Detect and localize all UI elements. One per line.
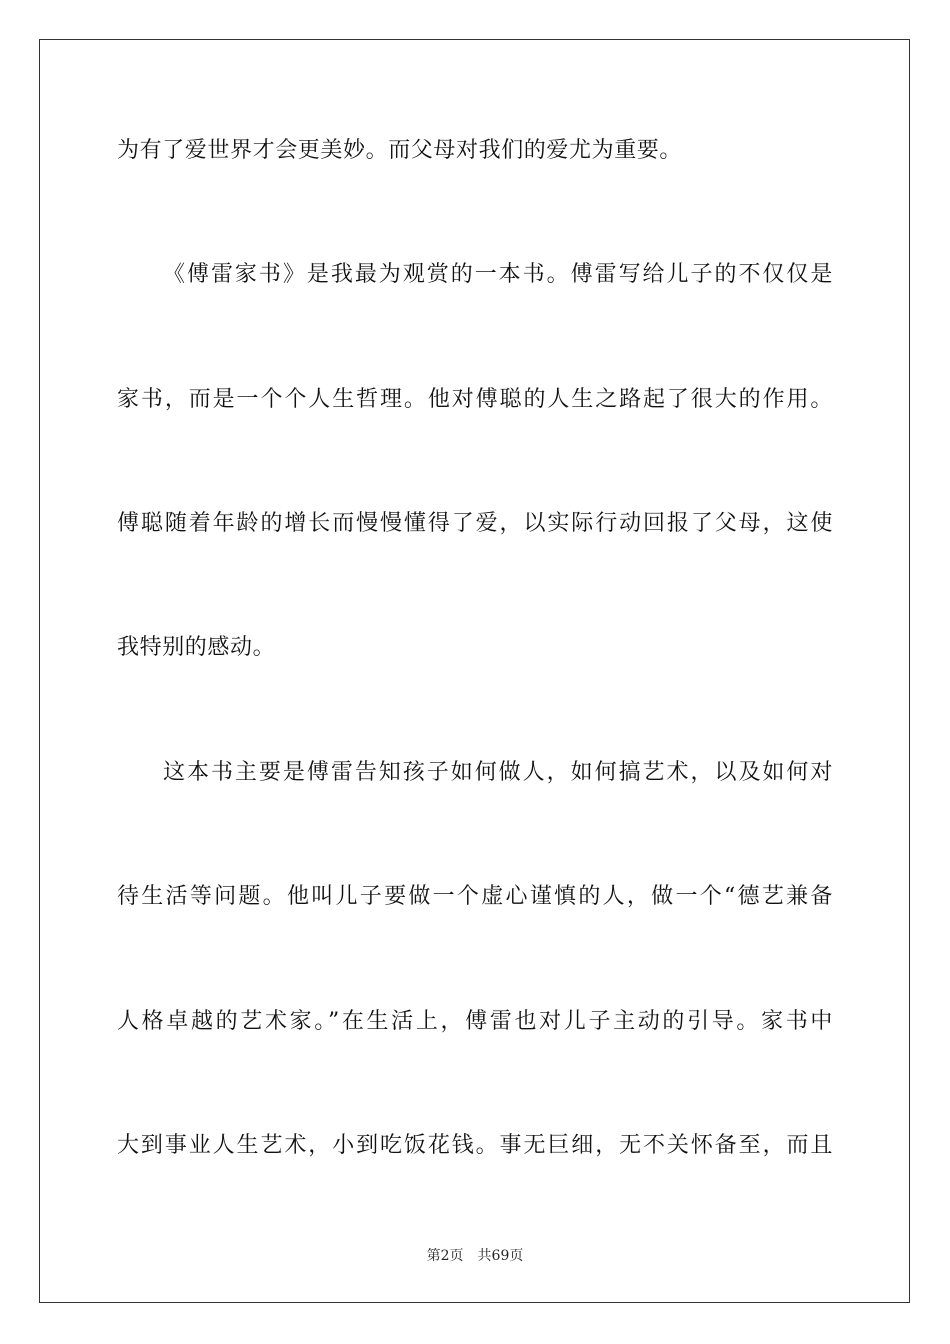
text-line-5: 我特别的感动。: [117, 635, 276, 660]
text-line-8: 人格卓越的艺术家。”在生活上，傅雷也对儿子主动的引导。家书中: [117, 1009, 833, 1034]
page-total: 共69页: [477, 1248, 524, 1264]
text-line-6: 这本书主要是傅雷告知孩子如何做人，如何搞艺术，以及如何对: [163, 760, 833, 785]
text-line-2: 《傅雷家书》是我最为观赏的一本书。傅雷写给儿子的不仅仅是: [163, 262, 833, 287]
page-border: [39, 39, 910, 1303]
text-line-9: 大到事业人生艺术，小到吃饭花钱。事无巨细，无不关怀备至，而且: [117, 1133, 833, 1158]
text-line-4: 傅聪随着年龄的增长而慢慢懂得了爱，以实际行动回报了父母，这使: [117, 511, 833, 536]
text-line-1: 为有了爱世界才会更美妙。而父母对我们的爱尤为重要。: [117, 138, 683, 163]
page-number: 第2页: [426, 1248, 464, 1264]
text-line-3: 家书，而是一个个人生哲理。他对傅聪的人生之路起了很大的作用。: [117, 387, 833, 412]
page-footer: [0, 1247, 950, 1265]
text-line-7: 待生活等问题。他叫儿子要做一个虚心谨慎的人，做一个“德艺兼备: [117, 884, 833, 909]
